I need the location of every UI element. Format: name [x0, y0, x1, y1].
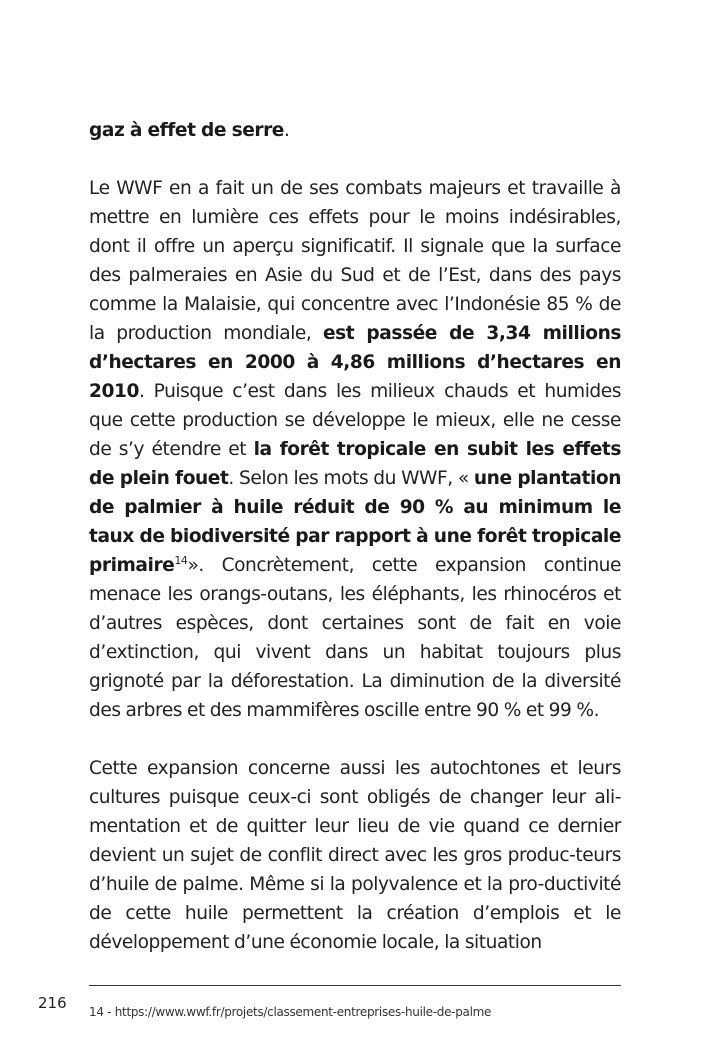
paragraph-1	[89, 116, 621, 145]
text-run: . Puisque c’est dans les milieux chauds et humides que cette production se développe le mieux, elle ne cesse de s’y étendre et	[89, 381, 621, 460]
bold-phrase: est passée de 3,34 millions d’hectares en 2000 à 4,86 millions d’hectares en 2010	[89, 323, 621, 402]
bold-phrase: gaz à effet de serre	[89, 120, 284, 141]
bold-phrase: une plantation de palmier à huile réduit de 90 % au minimum le taux de biodiversité par rapport à une forêt tropicale primaire	[89, 468, 621, 576]
text-run: Le WWF en a fait un de ses combats majeurs et travaille à mettre en lumière ces effets pour le moins indésirables, dont il offre un aperçu significatif. Il signale que la surface des palmeraies en Asie du Sud et de l’Est, dans des pays comme la Malaisie, qui concentre avec l’Indonésie 85 % de la production mondiale,	[89, 178, 621, 344]
footnote-reference: 14	[174, 553, 188, 567]
paragraph-2	[89, 174, 621, 725]
text-run: .	[283, 120, 290, 141]
page-number: 216	[38, 994, 67, 1012]
text-run: . Selon les mots du WWF, «	[228, 468, 474, 489]
body-text	[89, 116, 621, 986]
paragraph-3	[89, 754, 621, 957]
text-run: ». Concrètement, cette expansion continue menace les orangs-outans, les éléphants, les rhinocéros et d’autres espèces, dont certaines sont de fait en voie d’extinction, qui vivent dans un habitat toujours plus grignoté par la déforestation. La diminution de la diversité des arbres et des mammifères oscille entre 90 % et 99 %.	[89, 555, 621, 721]
footnote: 14 - https://www.wwf.fr/projets/classement-entreprises-huile-de-palme	[89, 1005, 492, 1019]
footnote-divider	[89, 985, 621, 986]
text-run: Cette expansion concerne aussi les autochtones et leurs cultures puisque ceux-ci sont obligés de changer leur ali-mentation et de quitter leur lieu de vie quand ce dernier devient un sujet de conflit direct avec les gros produc-teurs d’huile de palme. Même si la polyvalence et la pro-ductivité de cette huile permettent la création d’emplois et le développement d’une économie locale, la situation	[89, 758, 621, 953]
bold-phrase: la forêt tropicale en subit les effets de plein fouet	[89, 439, 621, 489]
